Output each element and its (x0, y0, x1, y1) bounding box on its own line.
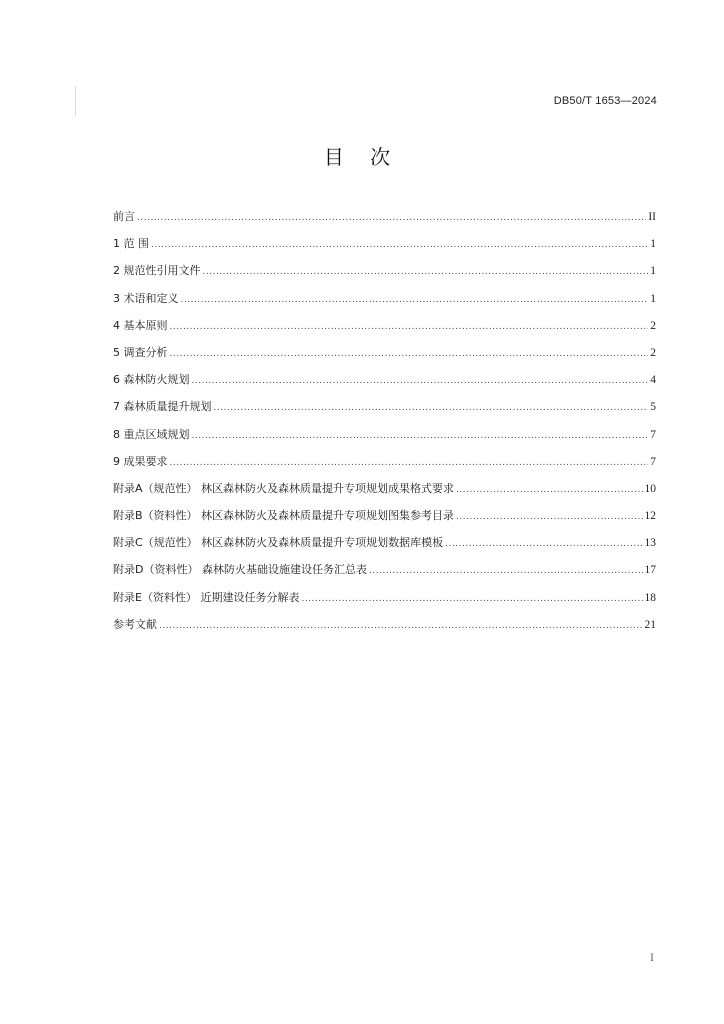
toc-entry-preface[interactable] (113, 208, 656, 235)
toc-entry-label: 附录E（资料性） 近期建设任务分解表 (113, 590, 300, 604)
toc-entry-label: 7 森林质量提升规划 (113, 400, 212, 414)
dot-leader (369, 566, 643, 576)
toc-entry-label: 附录A（规范性） 林区森林防火及森林质量提升专项规划成果格式要求 (113, 481, 455, 495)
toc-entry-appendix-b[interactable] (113, 507, 656, 534)
table-of-contents (113, 208, 656, 643)
toc-entry-label: 6 森林防火规划 (113, 373, 190, 387)
toc-entry-page: 7 (650, 428, 656, 441)
toc-entry-normative-references[interactable] (113, 262, 656, 289)
toc-entry-key-area-planning[interactable] (113, 426, 656, 453)
dot-leader (192, 376, 649, 386)
dot-leader (159, 621, 643, 631)
toc-entry-label: 附录C（规范性） 林区森林防火及森林质量提升专项规划数据库模板 (113, 536, 444, 550)
toc-entry-label: 1 范 围 (113, 237, 149, 251)
standard-code: DB50/T 1653—2024 (553, 95, 657, 107)
toc-entry-label: 参考文献 (113, 617, 157, 631)
dot-leader (192, 431, 649, 441)
toc-entry-page: 7 (650, 455, 656, 468)
toc-entry-scope[interactable] (113, 235, 656, 262)
toc-entry-basic-principles[interactable] (113, 317, 656, 344)
dot-leader (301, 594, 642, 604)
toc-entry-terms-definitions[interactable] (113, 290, 656, 317)
toc-entry-appendix-a[interactable] (113, 480, 656, 507)
toc-entry-result-requirements[interactable] (113, 453, 656, 480)
toc-entry-bibliography[interactable] (113, 616, 656, 643)
toc-entry-quality-improvement-planning[interactable] (113, 398, 656, 425)
toc-entry-page: 10 (644, 482, 656, 495)
dot-leader (456, 485, 642, 495)
toc-entry-page: 13 (644, 537, 656, 550)
toc-entry-page: 2 (650, 346, 656, 359)
toc-entry-page: II (648, 211, 656, 223)
dot-leader (170, 322, 649, 332)
toc-entry-page: 1 (650, 238, 656, 251)
dot-leader (203, 267, 649, 277)
dot-leader (456, 512, 642, 522)
toc-entry-label: 8 重点区域规划 (113, 427, 190, 441)
page-title: 目 次 (323, 145, 401, 169)
toc-entry-page: 4 (650, 374, 656, 387)
toc-entry-label: 9 成果要求 (113, 454, 168, 468)
dot-leader (181, 295, 649, 305)
dot-leader (170, 349, 649, 359)
toc-entry-page: 1 (650, 292, 656, 305)
dot-leader (137, 213, 646, 223)
toc-entry-appendix-c[interactable] (113, 534, 656, 561)
dot-leader (214, 403, 649, 413)
toc-entry-label: 5 调查分析 (113, 345, 168, 359)
toc-entry-page: 21 (644, 618, 656, 631)
toc-entry-fire-prevention-planning[interactable] (113, 371, 656, 398)
dot-leader (445, 539, 642, 549)
toc-entry-page: 1 (650, 265, 656, 278)
toc-entry-label: 前言 (113, 210, 135, 223)
toc-entry-page: 2 (650, 319, 656, 332)
toc-entry-survey-analysis[interactable] (113, 344, 656, 371)
toc-entry-page: 18 (644, 591, 656, 604)
toc-entry-label: 3 术语和定义 (113, 291, 179, 305)
page-number: I (650, 950, 654, 964)
toc-entry-label: 附录D（资料性） 森林防火基础设施建设任务汇总表 (113, 563, 367, 577)
margin-mark (75, 86, 76, 116)
toc-entry-label: 4 基本原则 (113, 318, 168, 332)
dot-leader (170, 458, 649, 468)
toc-entry-label: 附录B（资料性） 林区森林防火及森林质量提升专项规划图集参考目录 (113, 509, 455, 523)
toc-entry-appendix-e[interactable] (113, 589, 656, 616)
dot-leader (151, 240, 648, 250)
toc-entry-label: 2 规范性引用文件 (113, 264, 201, 278)
toc-entry-appendix-d[interactable] (113, 561, 656, 588)
toc-entry-page: 17 (644, 564, 656, 577)
toc-entry-page: 12 (644, 510, 656, 523)
toc-entry-page: 5 (650, 401, 656, 414)
